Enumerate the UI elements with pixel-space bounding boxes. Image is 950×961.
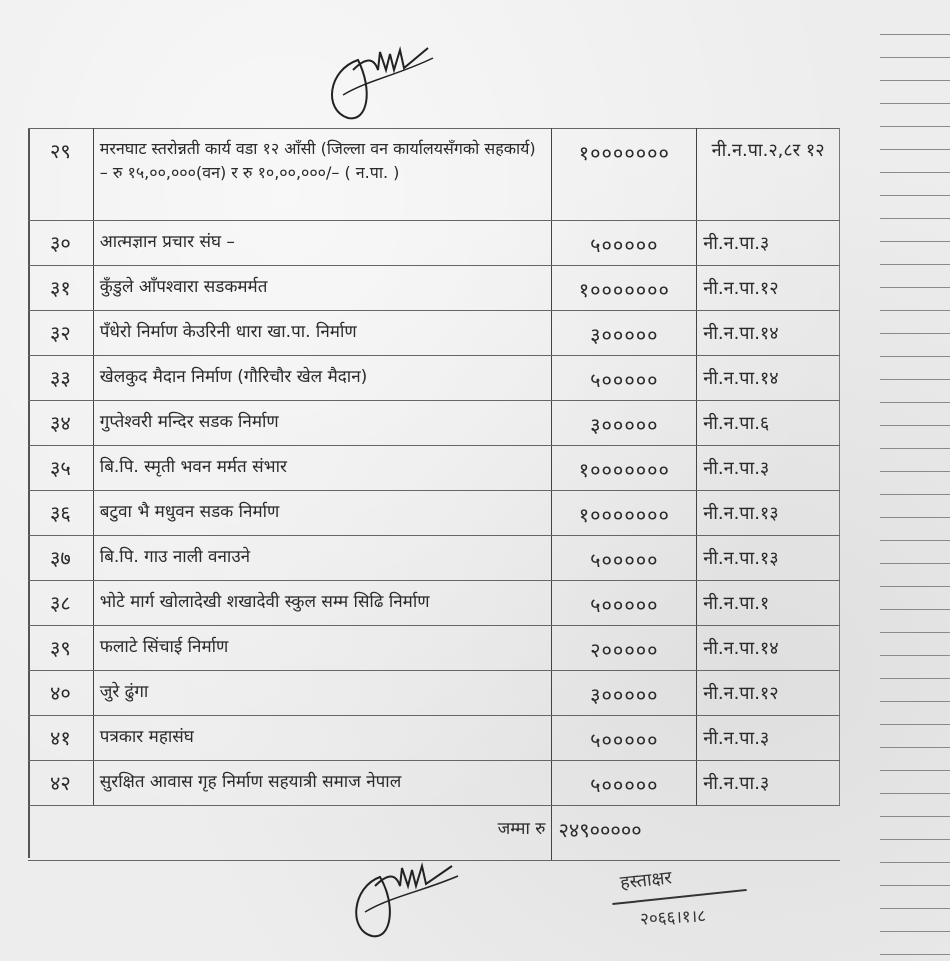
table-row (28, 221, 840, 266)
row-amount: ३००००० (552, 311, 697, 356)
ruled-line (880, 34, 950, 35)
row-description: सुरक्षित आवास गृह निर्माण सहयात्री समाज नेपाल (93, 761, 552, 806)
ruled-line (880, 793, 950, 794)
row-serial-number: ३१ (28, 266, 93, 311)
ruled-line (880, 287, 950, 288)
row-reference: नी.न.पा.१३ (697, 491, 840, 536)
row-serial-number: ३८ (28, 581, 93, 626)
table-row (28, 626, 840, 671)
row-amount: ५००००० (552, 536, 697, 581)
row-reference: नी.न.पा.१४ (697, 626, 840, 671)
ruled-line (880, 747, 950, 748)
table-row (28, 761, 840, 806)
total-label: जम्मा रु (28, 806, 552, 861)
row-serial-number: ३० (28, 221, 93, 266)
table-row (28, 129, 840, 221)
row-reference: नी.न.पा.६ (697, 401, 840, 446)
ruled-line (880, 609, 950, 610)
ruled-line (880, 379, 950, 380)
row-description: गुप्तेश्वरी मन्दिर सडक निर्माण (93, 401, 552, 446)
table-row (28, 671, 840, 716)
row-amount: ३००००० (552, 401, 697, 446)
handwritten-initials: हस्ताक्षर (619, 867, 673, 894)
handwritten-date: २०६६।१।८ (639, 906, 707, 930)
ruled-line (880, 724, 950, 725)
ruled-line (880, 310, 950, 311)
ruled-line (880, 770, 950, 771)
row-description: पत्रकार महासंघ (93, 716, 552, 761)
row-amount: ५००००० (552, 761, 697, 806)
ruled-line (880, 931, 950, 932)
row-reference: नी.न.पा.३ (697, 761, 840, 806)
row-serial-number: ३४ (28, 401, 93, 446)
row-reference: नी.न.पा.१४ (697, 356, 840, 401)
ruled-line (880, 241, 950, 242)
row-amount: १००००००० (552, 491, 697, 536)
row-amount: ५००००० (552, 221, 697, 266)
row-serial-number: ३७ (28, 536, 93, 581)
ruled-line (880, 57, 950, 58)
ruled-line (880, 218, 950, 219)
ruled-line (880, 908, 950, 909)
row-amount: १००००००० (552, 129, 697, 221)
row-description: बि.पि. स्मृती भवन मर्मत संभार (93, 446, 552, 491)
table-row (28, 311, 840, 356)
ruled-line (880, 678, 950, 679)
row-reference: नी.न.पा.१२ (697, 671, 840, 716)
ruled-line (880, 517, 950, 518)
top-signature (318, 40, 448, 125)
ruled-line (880, 402, 950, 403)
ruled-line (880, 816, 950, 817)
ruled-line (880, 172, 950, 173)
ruled-line (880, 149, 950, 150)
ruled-line (880, 655, 950, 656)
row-serial-number: ३२ (28, 311, 93, 356)
ruled-line (880, 494, 950, 495)
row-reference: नी.न.पा.१३ (697, 536, 840, 581)
ruled-line (880, 586, 950, 587)
row-amount: २००००० (552, 626, 697, 671)
row-serial-number: २९ (28, 129, 93, 221)
bottom-signature (340, 852, 470, 942)
ruled-line (880, 839, 950, 840)
row-description: भोटे मार्ग खोलादेखी शखादेवी स्कुल सम्म सिढि निर्माण (93, 581, 552, 626)
row-reference: नी.न.पा.१४ (697, 311, 840, 356)
ruled-line (880, 356, 950, 357)
row-reference: नी.न.पा.३ (697, 716, 840, 761)
row-description: खेलकुद मैदान निर्माण (गौरिचौर खेल मैदान) (93, 356, 552, 401)
row-serial-number: ३५ (28, 446, 93, 491)
ruled-line (880, 80, 950, 81)
row-amount: ३००००० (552, 671, 697, 716)
table-row (28, 266, 840, 311)
row-reference: नी.न.पा.१ (697, 581, 840, 626)
table-row (28, 581, 840, 626)
row-description: बटुवा भै मधुवन सडक निर्माण (93, 491, 552, 536)
row-description: मरनघाट स्तरोन्नती कार्य वडा १२ आँसी (जिल्ला वन कार्यालयसँगको सहकार्य) – रु १५,००,०००(वन) र रु १०,००,०००/– ( न.पा. ) (93, 129, 552, 221)
ruled-line (880, 701, 950, 702)
row-amount: ५००००० (552, 581, 697, 626)
row-reference: नी.न.पा.१२ (697, 266, 840, 311)
row-amount: ५००००० (552, 716, 697, 761)
row-serial-number: ४१ (28, 716, 93, 761)
ruled-line (880, 471, 950, 472)
row-description: कुँडुले आँपश्वारा सडकमर्मत (93, 266, 552, 311)
ruled-line (880, 862, 950, 863)
notebook-ruled-lines (870, 0, 950, 961)
row-serial-number: ३३ (28, 356, 93, 401)
table-row (28, 536, 840, 581)
row-reference: नी.न.पा.२,८र १२ (697, 129, 840, 221)
ruled-line (880, 885, 950, 886)
table-row (28, 356, 840, 401)
row-serial-number: ३६ (28, 491, 93, 536)
ruled-line (880, 632, 950, 633)
row-description: पँधेरो निर्माण केउरिनी धारा खा.पा. निर्माण (93, 311, 552, 356)
row-reference: नी.न.पा.३ (697, 221, 840, 266)
row-description: जुरे ढुंगा (93, 671, 552, 716)
ruled-line (880, 563, 950, 564)
row-serial-number: ४२ (28, 761, 93, 806)
row-amount: १००००००० (552, 446, 697, 491)
row-description: फलाटे सिंचाई निर्माण (93, 626, 552, 671)
ruled-line (880, 425, 950, 426)
table-row (28, 491, 840, 536)
table-row (28, 401, 840, 446)
ruled-line (880, 195, 950, 196)
table-row (28, 446, 840, 491)
ruled-line (880, 126, 950, 127)
row-description: बि.पि. गाउ नाली वनाउने (93, 536, 552, 581)
ruled-line (880, 954, 950, 955)
total-amount: २४९००००० (552, 806, 840, 861)
ruled-line (880, 264, 950, 265)
row-serial-number: ४० (28, 671, 93, 716)
ruled-line (880, 333, 950, 334)
row-amount: ५००००० (552, 356, 697, 401)
ruled-line (880, 103, 950, 104)
table-row (28, 716, 840, 761)
row-reference: नी.न.पा.३ (697, 446, 840, 491)
budget-table (28, 128, 840, 861)
ruled-line (880, 540, 950, 541)
row-amount: १००००००० (552, 266, 697, 311)
row-serial-number: ३९ (28, 626, 93, 671)
row-description: आत्मज्ञान प्रचार संघ – (93, 221, 552, 266)
ruled-line (880, 448, 950, 449)
